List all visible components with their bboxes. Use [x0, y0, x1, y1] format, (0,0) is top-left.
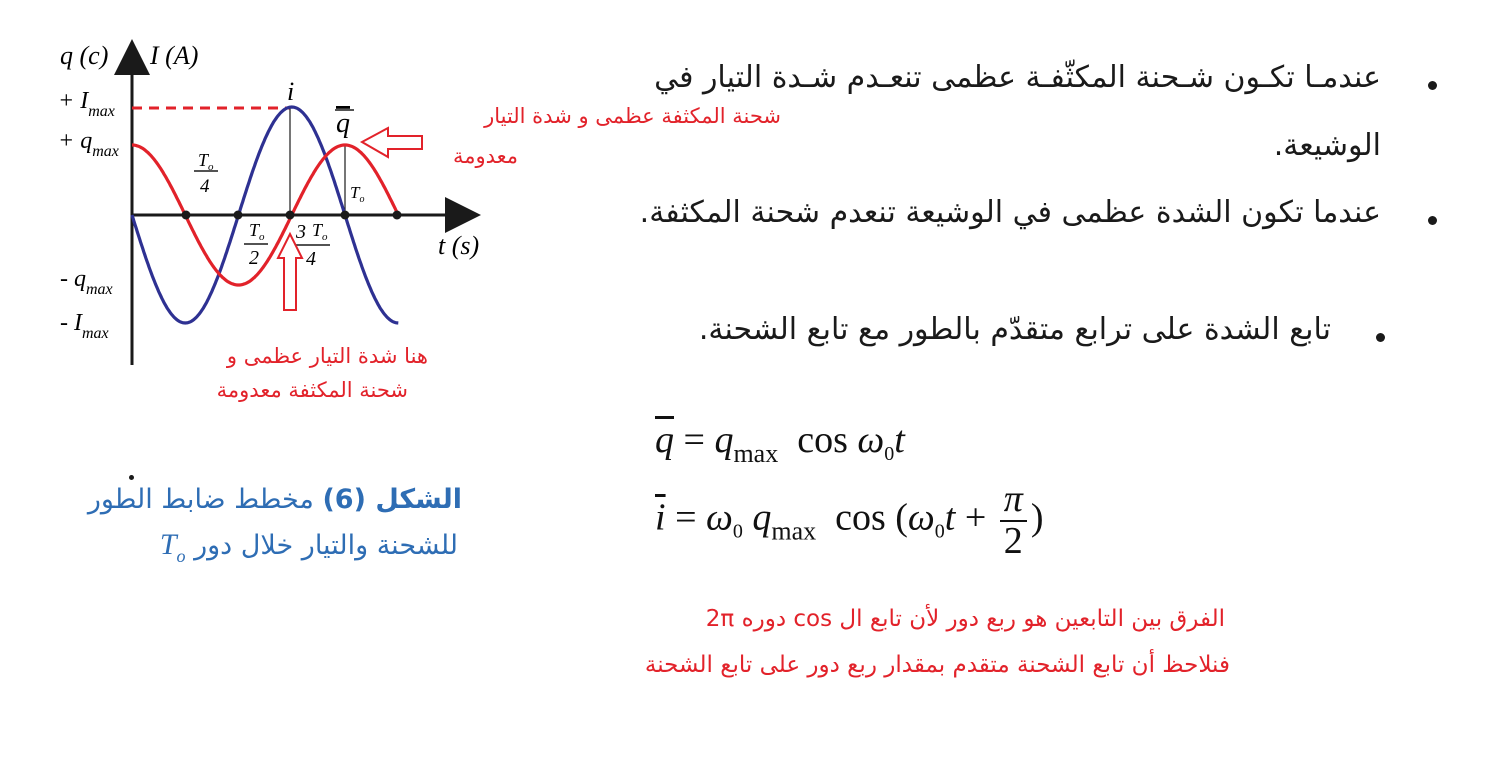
svg-text:4: 4	[200, 176, 210, 197]
annotation-top-line2: معدومة	[452, 144, 518, 168]
bullet-marker	[1428, 81, 1437, 90]
x-axis-label: t (s)	[438, 231, 480, 260]
formula-charge: $\overline{q} = q_{max}$ $\cos \omega_0t$	[655, 419, 905, 468]
annotation-top-line1: شحنة المكثفة عظمى و شدة التيار	[484, 104, 781, 128]
bullet-2: عندما تكون الشدة عظمى في الوشيعة تنعدم شحنة المكثفة.	[639, 195, 1381, 230]
annotation-bottom-line1: هنا شدة التيار عظمى و	[226, 344, 428, 368]
crossing-dot	[341, 211, 350, 220]
label-t-over-2	[244, 220, 268, 269]
note-line1: الفرق بين التابعين هو ربع دور لأن تابع ال cos دوره 2π	[705, 606, 1225, 632]
crossing-dot	[234, 211, 243, 220]
svg-text:To: $T_o$	[350, 183, 365, 205]
svg-text:To: $T_o$	[312, 220, 328, 243]
tick-minus-qmax: - $q_{max}$	[60, 266, 113, 298]
y-axis-label-q: q (c)	[60, 41, 109, 70]
svg-text:4: 4	[306, 248, 316, 270]
y-axis-label-i: I (A)	[150, 41, 199, 70]
small-dot	[129, 475, 134, 480]
curve-label-i: i	[287, 77, 295, 106]
crossing-dot	[393, 211, 402, 220]
annotation-bottom-line2: شحنة المكثفة معدومة	[216, 378, 408, 402]
period-symbol: $T_o$	[159, 528, 186, 566]
crossing-dot	[182, 211, 191, 220]
curve-label-q: q	[336, 108, 350, 139]
label-t	[350, 183, 364, 205]
figure-caption-number: الشكل (6)	[322, 484, 462, 515]
label-3t-over-4	[295, 220, 330, 270]
bullet-1-line1: عندمـا تكـون شـحنة المكثّفـة عظمى تنعـدم شـدة التيار في	[654, 60, 1381, 95]
tick-plus-qmax: + $q_{max}$	[58, 128, 119, 160]
hollow-arrow-left	[362, 128, 422, 157]
svg-text:To: $T_o$	[249, 220, 265, 243]
svg-text:To: $T_o$	[198, 150, 214, 173]
svg-text:2: 2	[249, 247, 259, 269]
bullet-marker	[1428, 216, 1437, 225]
tick-minus-imax: - $I_{max}$	[60, 310, 109, 342]
bullet-3: تابع الشدة على ترابع متقدّم بالطور مع تابع الشحنة.	[698, 312, 1331, 347]
bullet-marker	[1376, 333, 1385, 342]
figure-caption-line1: الشكل (6) مخطط ضابط الطور	[87, 484, 462, 515]
tick-plus-imax: + $I_{max}$	[58, 88, 115, 120]
pi-over-2: $\frac{\pi}{2}$	[1000, 480, 1027, 562]
bullet-1-line2: الوشيعة.	[1273, 128, 1381, 163]
crossing-dot	[286, 211, 295, 220]
note-line2: فنلاحظ أن تابع الشحنة متقدم بمقدار ربع دور على تابع الشحنة	[644, 652, 1230, 678]
label-t-over-4	[194, 150, 218, 197]
figure-caption-line2: للشحنة والتيار خلال دور $T_o$	[159, 528, 458, 566]
svg-text:3: 3	[296, 221, 306, 243]
formula-current: $\overline{i} = \omega_0$ $q_{max}$ $\cos (\omega_0t$ + $\frac{\pi}{2}$ )	[655, 478, 1044, 562]
